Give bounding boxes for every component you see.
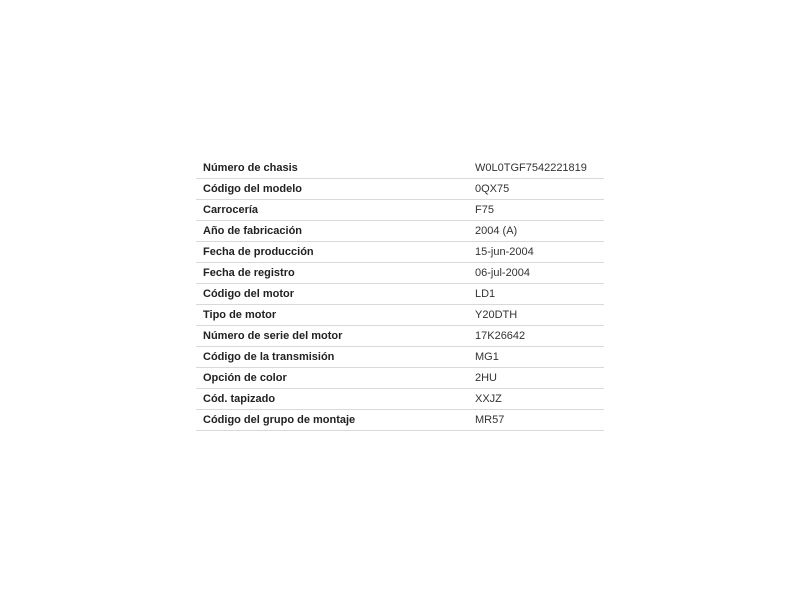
row-label: Código de la transmisión (196, 347, 475, 368)
row-value: W0L0TGF7542221819 (475, 158, 604, 179)
row-label: Código del modelo (196, 179, 475, 200)
row-value: 15-jun-2004 (475, 242, 604, 263)
row-label: Tipo de motor (196, 305, 475, 326)
vehicle-info-table-body (196, 158, 604, 431)
row-label: Número de serie del motor (196, 326, 475, 347)
table-row (196, 179, 604, 200)
table-row (196, 368, 604, 389)
vehicle-info-table (196, 158, 604, 431)
row-value: F75 (475, 200, 604, 221)
table-row (196, 200, 604, 221)
row-value: XXJZ (475, 389, 604, 410)
row-value: 0QX75 (475, 179, 604, 200)
table-row (196, 410, 604, 431)
table-row (196, 221, 604, 242)
row-value: 2HU (475, 368, 604, 389)
row-label: Número de chasis (196, 158, 475, 179)
table-row (196, 389, 604, 410)
table-row (196, 158, 604, 179)
row-label: Código del motor (196, 284, 475, 305)
row-value: 06-jul-2004 (475, 263, 604, 284)
table-row (196, 347, 604, 368)
table-row (196, 284, 604, 305)
row-value: 2004 (A) (475, 221, 604, 242)
row-label: Año de fabricación (196, 221, 475, 242)
row-value: MR57 (475, 410, 604, 431)
row-value: LD1 (475, 284, 604, 305)
row-label: Fecha de registro (196, 263, 475, 284)
table-row (196, 242, 604, 263)
table-row (196, 305, 604, 326)
table-row (196, 326, 604, 347)
row-value: MG1 (475, 347, 604, 368)
row-label: Opción de color (196, 368, 475, 389)
row-label: Código del grupo de montaje (196, 410, 475, 431)
table-row (196, 263, 604, 284)
row-label: Cód. tapizado (196, 389, 475, 410)
row-value: 17K26642 (475, 326, 604, 347)
row-label: Fecha de producción (196, 242, 475, 263)
row-value: Y20DTH (475, 305, 604, 326)
row-label: Carrocería (196, 200, 475, 221)
